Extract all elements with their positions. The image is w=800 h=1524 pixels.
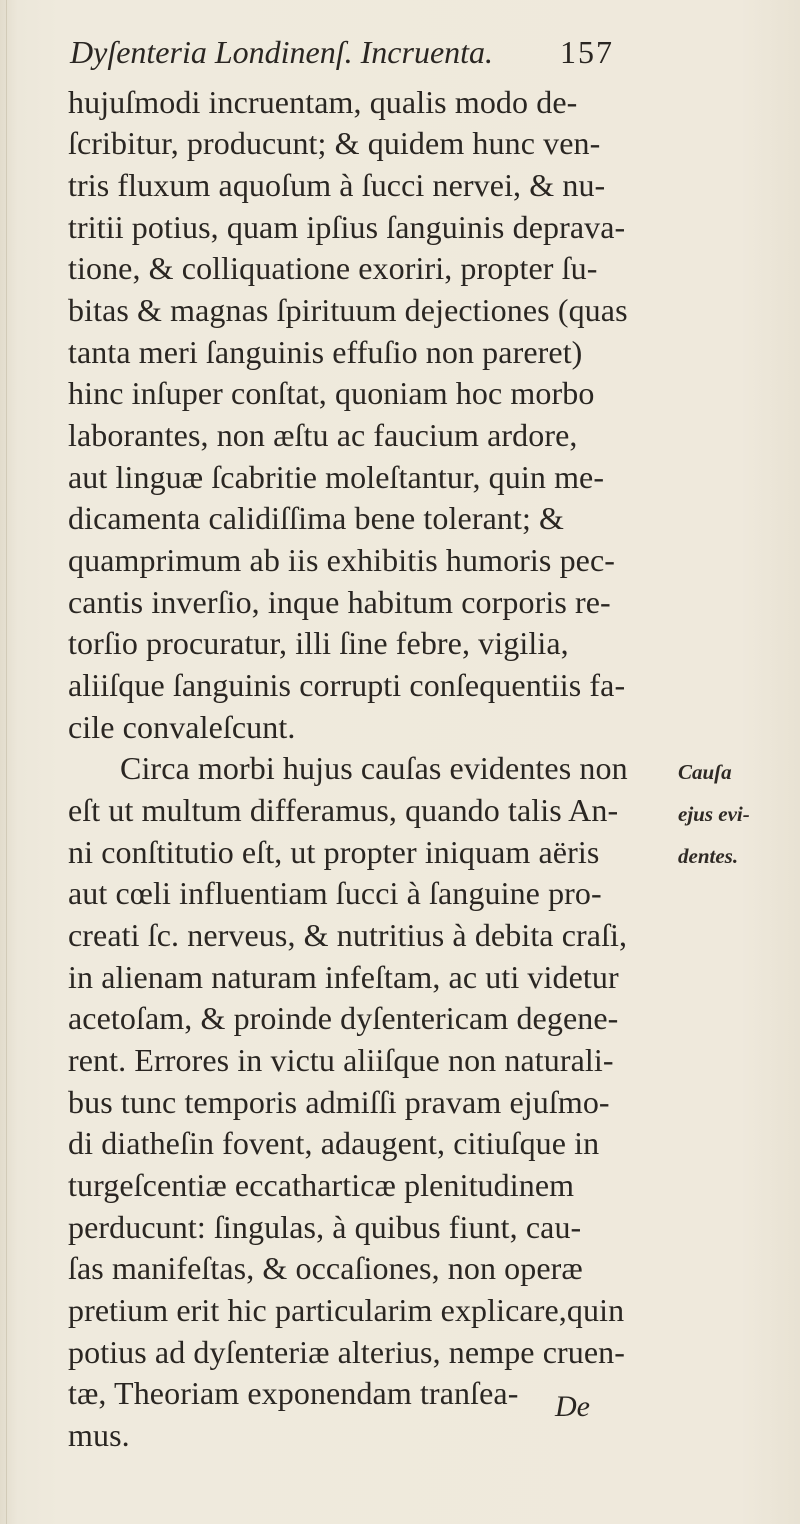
text-line: tritii potius, quam ipſius ſanguinis deprava- — [68, 209, 626, 245]
text-line: aut linguæ ſcabritie moleſtantur, quin me- — [68, 459, 605, 495]
margin-note-line: Cauſa — [678, 760, 732, 784]
paragraph-first-line: Circa morbi hujus cauſas evidentes non — [120, 750, 628, 786]
text-line: cile convaleſcunt. — [68, 709, 296, 745]
text-line: aut cœli influentiam ſucci à ſanguine pro- — [68, 875, 602, 911]
text-line: quamprimum ab iis exhibitis humoris pec- — [68, 542, 616, 578]
text-line: di diatheſin fovent, adaugent, citiuſque in — [68, 1125, 600, 1161]
text-line: laborantes, non æſtu ac faucium ardore, — [68, 417, 578, 453]
text-line: dicamenta calidiſſima bene tolerant; & — [68, 500, 565, 536]
margin-note-line: dentes. — [678, 844, 739, 868]
text-line: bus tunc temporis admiſſi pravam ejuſmo- — [68, 1084, 610, 1120]
running-head-title: Dyſenteria Londinenſ. Incruenta. — [70, 34, 494, 70]
text-line: mus. — [68, 1417, 130, 1453]
text-line: cantis inverſio, inque habitum corporis re- — [68, 584, 611, 620]
text-line: tæ, Theoriam exponendam tranſea- — [68, 1375, 519, 1411]
text-line: ſcribitur, producunt; & quidem hunc ven- — [68, 125, 601, 161]
text-line: hinc inſuper conſtat, quoniam hoc morbo — [68, 375, 595, 411]
text-line: perducunt: ſingulas, à quibus fiunt, cau- — [68, 1209, 582, 1245]
text-line: ſas manifeſtas, & occaſiones, non operæ — [68, 1250, 583, 1286]
catchword: De — [555, 1390, 590, 1423]
text-line: hujuſmodi incruentam, qualis modo de- — [68, 84, 578, 120]
text-line: rent. Errores in victu aliiſque non naturali- — [68, 1042, 614, 1078]
text-line: creati ſc. nerveus, & nutritius à debita craſi, — [68, 917, 628, 953]
text-line: tione, & colliquatione exoriri, propter ſu- — [68, 250, 598, 286]
text-line: ni conſtitutio eſt, ut propter iniquam aëris — [68, 834, 600, 870]
text-line: acetoſam, & proinde dyſentericam degene- — [68, 1000, 619, 1036]
text-line: pretium erit hic particularim explicare,quin — [68, 1292, 625, 1328]
text-line: eſt ut multum differamus, quando talis An- — [68, 792, 619, 828]
text-line: potius ad dyſenteriæ alterius, nempe cruen- — [68, 1334, 626, 1370]
text-line: torſio procuratur, illi ſine febre, vigilia, — [68, 625, 569, 661]
page-edge-shadow — [6, 0, 7, 1524]
text-line: aliiſque ſanguinis corrupti conſequentiis fa- — [68, 667, 626, 703]
margin-note-line: ejus evi- — [678, 802, 750, 826]
text-line: tanta meri ſanguinis effuſio non pareret) — [68, 334, 583, 370]
text-line: turgeſcentiæ eccatharticæ plenitudinem — [68, 1167, 575, 1203]
text-line: in alienam naturam infeſtam, ac uti videtur — [68, 959, 619, 995]
running-head — [60, 34, 660, 74]
text-line: tris fluxum aquoſum à ſucci nervei, & nu- — [68, 167, 606, 203]
page-number: 157 — [560, 34, 614, 70]
text-line: bitas & magnas ſpirituum dejectiones (quas — [68, 292, 628, 328]
